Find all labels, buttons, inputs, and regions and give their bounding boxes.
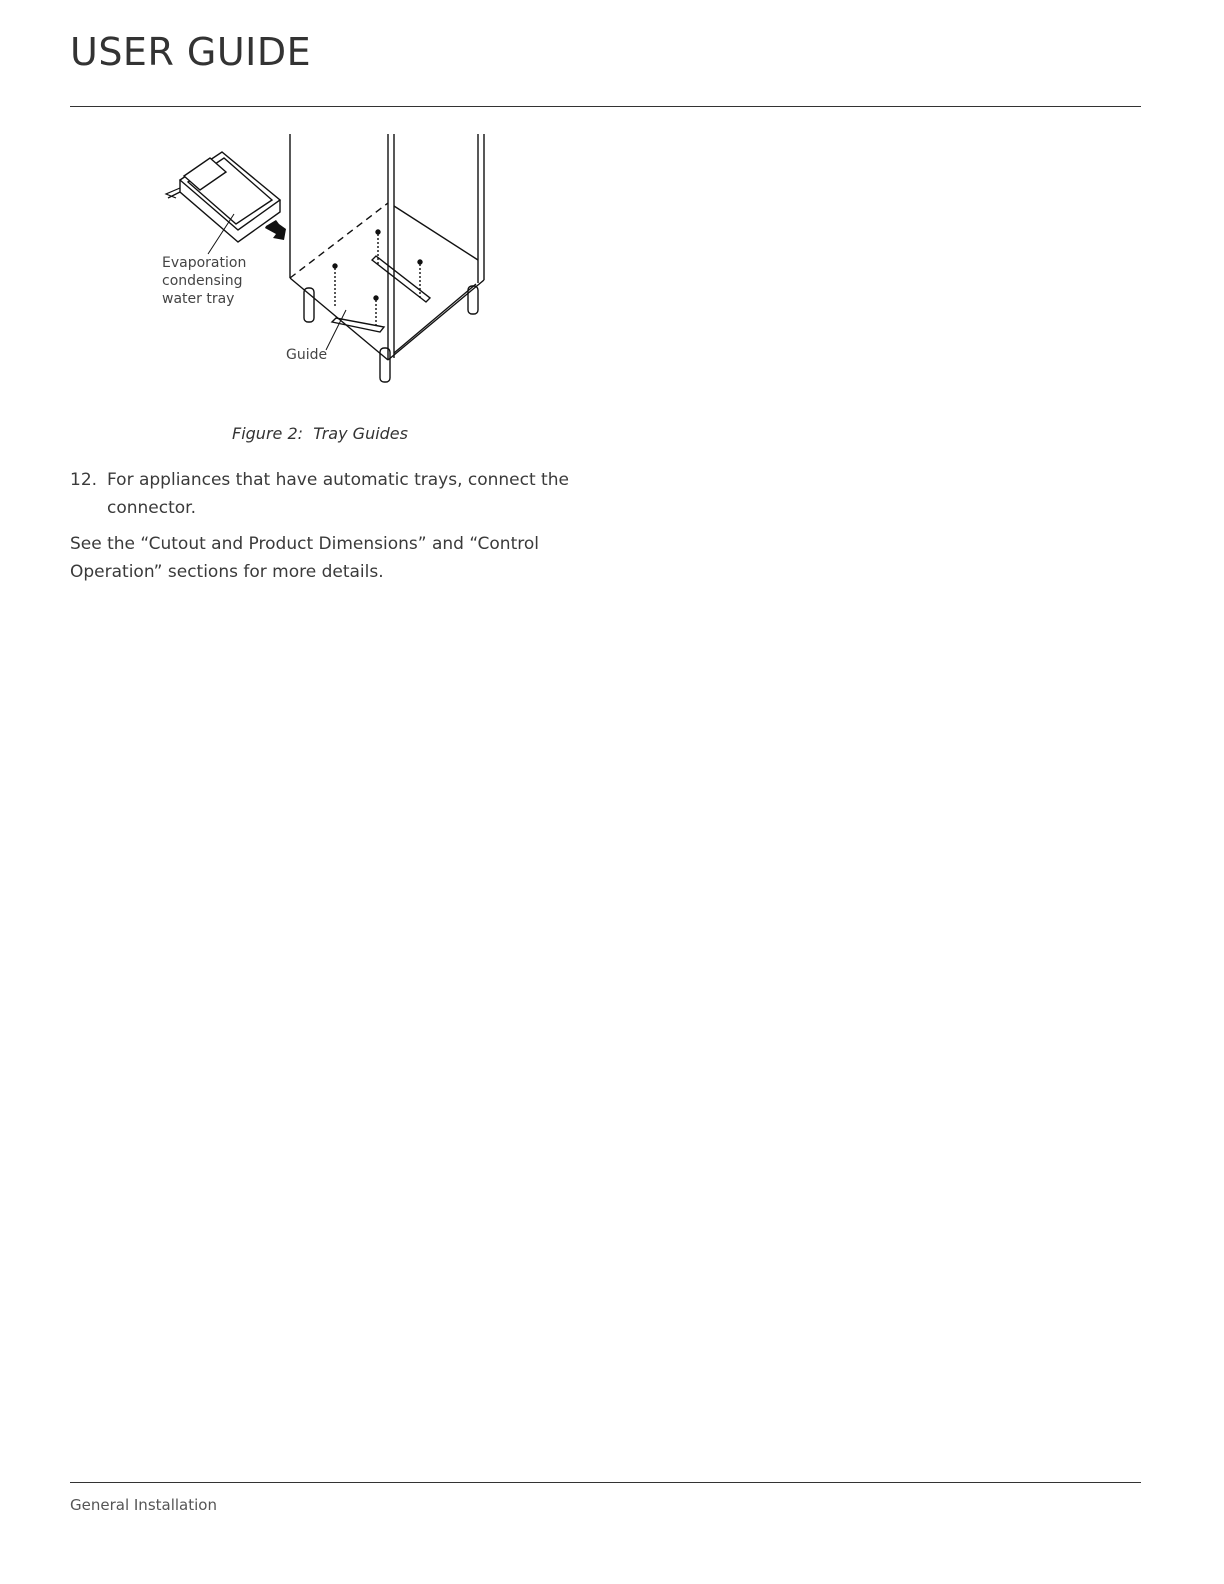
page-title: USER GUIDE [70, 30, 312, 74]
figure-caption: Figure 2: Tray Guides [232, 424, 408, 443]
evaporation-tray-drawing [166, 152, 280, 242]
guide-callout: Guide [286, 347, 328, 363]
tray-callout-line: Evaporation [162, 255, 247, 271]
step-text: For appliances that have automatic trays, connect the connector. [107, 470, 569, 518]
tray-callout [162, 254, 246, 308]
arrow-icon [265, 220, 286, 240]
cabinet-drawing [208, 134, 484, 382]
footer-section-label: General Installation [70, 1496, 217, 1514]
footer-divider [70, 1482, 1141, 1483]
step-number: 12. [70, 470, 98, 490]
header-divider [70, 106, 1141, 107]
details-note: See the “Cutout and Product Dimensions” and “Control Operation” sections for more details. [70, 534, 539, 582]
tray-callout-line: water tray [162, 291, 235, 307]
tray-callout-line: condensing [162, 273, 243, 289]
